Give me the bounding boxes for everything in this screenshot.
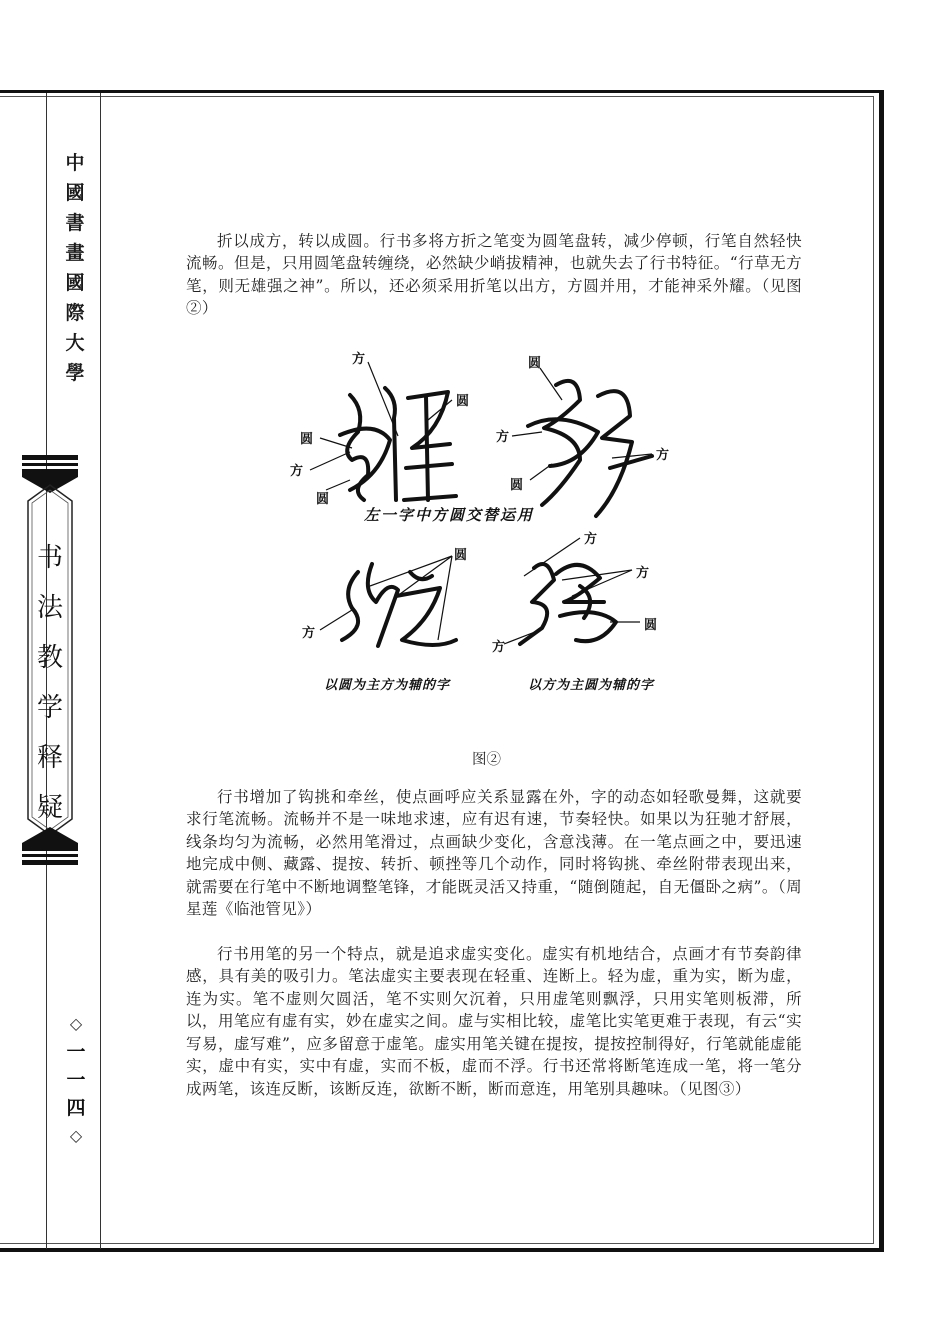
figure-handwritten-caption: 以圆为主方为辅的字: [324, 678, 451, 693]
book-title-char: 法: [36, 593, 63, 623]
book-title-vertical: [20, 533, 80, 833]
school-char: 國: [65, 272, 85, 294]
figure-handwritten-caption: 以方为主圆为辅的字: [528, 678, 655, 693]
annotation-fang: 方: [492, 640, 506, 655]
school-char: 學: [65, 362, 85, 384]
annotation-fang: 方: [496, 430, 510, 445]
body-paragraph: 行书增加了钩挑和牵丝，使点画呼应关系显露在外，字的动态如轻歌曼舞，这就要求行笔流畅。流畅并不是一味地求速，应有迟有速，节奏轻快。如果以为狂驰才舒展，线条均匀为流畅，必然用笔滑过，点画缺少变化，含意浅薄。在一笔点画之中，要迅速地完成中侧、藏露、提按、转折、顿挫等几个动作，同时将钩挑、牵丝附带表现出来，就需要在行笔中不断地调整笔锋，才能既灵活又持重，“随倒随起，自无僵卧之病”。（周星莲《临池管见》）: [186, 787, 802, 918]
book-title-char: 释: [36, 743, 63, 773]
school-char: 書: [65, 212, 85, 234]
book-title-char: 疑: [36, 793, 63, 823]
annotation-fang: 方: [656, 448, 670, 463]
calligraphy-figure: [280, 340, 720, 710]
annotation-fang: 方: [302, 626, 316, 641]
figure-handwritten-caption: 左一字中方圆交替运用: [364, 506, 535, 524]
book-title-char: 学: [36, 693, 63, 723]
body-paragraph: 行书用笔的另一个特点，就是追求虚实变化。虚实有机地结合，点画才有节奏韵律感，具有美的吸引力。笔法虚实主要表现在轻重、连断上。轻为虚，重为实，断为虚，连为实。笔不虚则欠圆活，笔不实则欠沉着，只用虚笔则飘浮，只用实笔则板滞，所以，用笔应有虚有实，妙在虚实之间。虚与实相比较，虚笔比实笔更难于表现，有云“实写易，虚写难”，应多留意于虚笔。虚实用笔关键在提按，提按控制得好，行笔就能虚能实，虚中有实，实中有虚，实而不板，虚而不浮。行书还常将断笔连成一笔，将一笔分成两笔，该连反断，该断反连，欲断不断，断而意连，用笔别具趣味。（见图③）: [186, 944, 802, 1098]
annotation-fang: 方: [352, 352, 366, 367]
school-char: 際: [65, 302, 85, 324]
page-frame-top: [0, 90, 884, 93]
annotation-yuan: 圆: [528, 356, 542, 371]
school-char: 大: [65, 332, 85, 354]
diamond-marker-icon: ◇: [69, 1126, 83, 1145]
figure-caption: 图②: [472, 752, 501, 768]
school-name-vertical: [58, 148, 92, 388]
annotation-yuan: 圆: [454, 548, 468, 563]
annotation-yuan: 圆: [300, 432, 314, 447]
annotation-yuan: 圆: [316, 492, 330, 507]
page-frame-right: [879, 90, 884, 1252]
body-paragraph: 折以成方，转以成圆。行书多将方折之笔变为圆笔盘转，减少停顿，行笔自然轻快流畅。但是，只用圆笔盘转缠绕，必然缺少峭拔精神，也就失去了行书特征。“行草无方笔，则无雄强之神”。所以，还必须采用折笔以出方，方圆并用，才能神采外耀。（见图②）: [186, 231, 802, 317]
page-frame-bottom: [0, 1248, 884, 1252]
book-title-char: 书: [36, 543, 63, 573]
annotation-yuan: 圆: [456, 394, 470, 409]
spine-line-right: [100, 93, 101, 1249]
annotation-fang: 方: [290, 464, 304, 479]
school-char: 畫: [65, 242, 85, 264]
page-number-char: 一: [66, 1069, 86, 1091]
page-number-vertical: [56, 1010, 96, 1150]
diamond-marker-icon: ◇: [69, 1014, 83, 1033]
book-title-char: 教: [36, 643, 63, 673]
annotation-fang: 方: [636, 566, 650, 581]
page-number-char: 四: [66, 1097, 86, 1119]
annotation-fang: 方: [584, 532, 598, 547]
page-number-char: 一: [66, 1041, 86, 1063]
annotation-yuan: 圆: [644, 618, 658, 633]
school-char: 中: [65, 152, 85, 174]
book-title-panel: [20, 455, 80, 865]
school-char: 國: [65, 182, 85, 204]
annotation-yuan: 圆: [510, 478, 524, 493]
